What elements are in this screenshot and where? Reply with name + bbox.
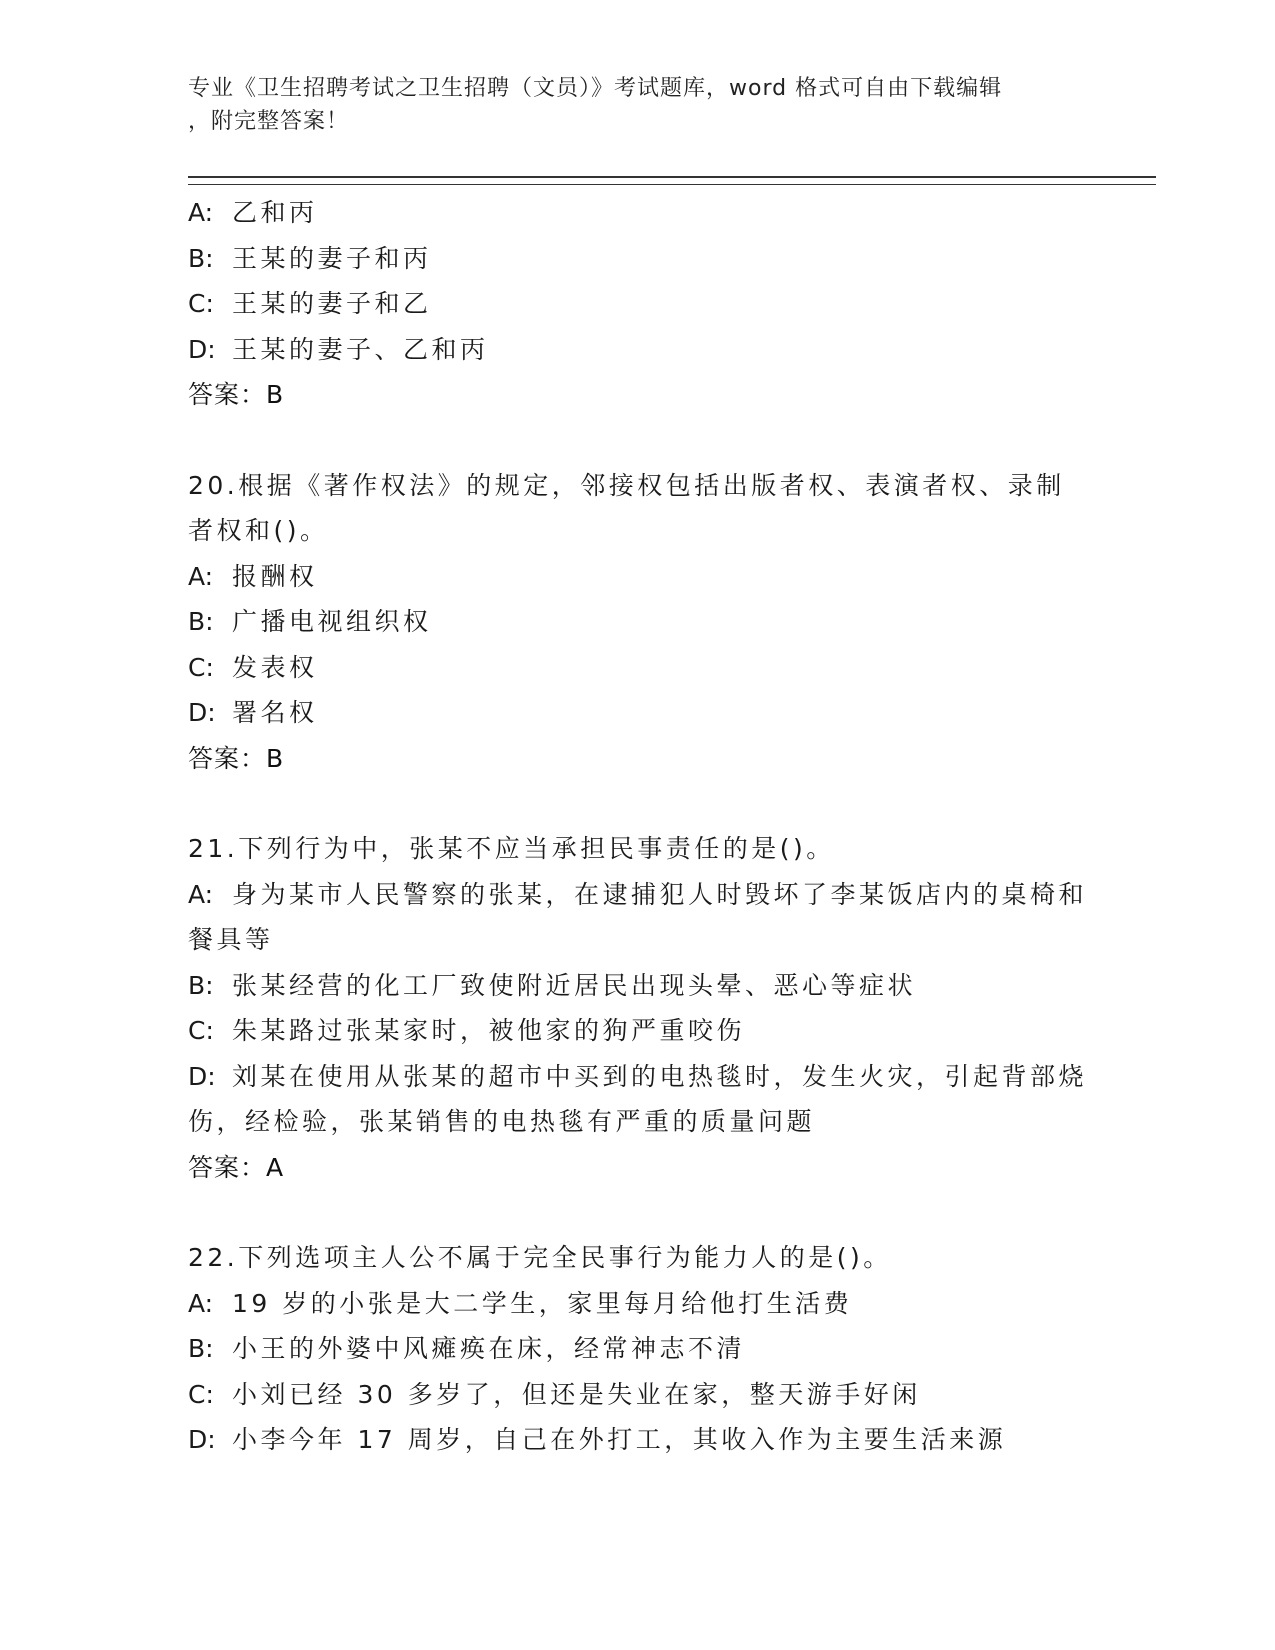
option-letter: A: — [188, 198, 214, 227]
option-a — [188, 190, 1088, 236]
question-block-19 — [188, 190, 1088, 418]
option-letter: C: — [188, 289, 214, 318]
option-text: 19 岁的小张是大二学生，家里每月给他打生活费 — [232, 1288, 853, 1318]
option-letter: D: — [188, 698, 216, 727]
option-b — [188, 599, 1088, 645]
option-text: 报酬权 — [232, 561, 318, 591]
question-content — [188, 190, 1088, 1463]
option-text: 刘某在使用从张某的超市中买到的电热毯时，发生火灾，引起背部烧伤，经检验，张某销售的电热毯有严重的质量问题 — [188, 1061, 1088, 1136]
answer-line: 答案：B — [188, 380, 285, 409]
option-d — [188, 690, 1088, 736]
option-letter: A: — [188, 1288, 214, 1318]
spacer — [188, 418, 1088, 463]
option-text: 朱某路过张某家时，被他家的狗严重咬伤 — [232, 1016, 746, 1045]
option-d — [188, 1417, 1088, 1463]
option-letter: B: — [188, 607, 214, 636]
question-stem: 21.下列行为中，张某不应当承担民事责任的是()。 — [188, 834, 835, 863]
option-letter: B: — [188, 970, 214, 1000]
question-stem: 20.根据《著作权法》的规定，邻接权包括出版者权、表演者权、录制者权和()。 — [188, 470, 1065, 545]
header-line-1: 专业《卫生招聘考试之卫生招聘（文员）》考试题库，word 格式可自由下载编辑 — [188, 76, 1003, 101]
header-divider — [188, 176, 1156, 185]
option-d — [188, 1054, 1088, 1145]
option-d — [188, 327, 1088, 373]
spacer — [188, 1190, 1088, 1235]
option-a — [188, 872, 1088, 963]
option-text: 发表权 — [232, 652, 318, 682]
option-text: 小王的外婆中风瘫痪在床，经常神志不清 — [232, 1334, 746, 1363]
answer-line: 答案：A — [188, 1152, 285, 1182]
option-letter: C: — [188, 1379, 214, 1409]
option-text: 广播电视组织权 — [232, 607, 432, 636]
option-text: 王某的妻子和丙 — [232, 243, 432, 273]
option-letter: A: — [188, 879, 214, 909]
option-text: 王某的妻子和乙 — [232, 289, 432, 318]
spacer — [188, 781, 1088, 826]
header-line-2: ，附完整答案！ — [188, 109, 350, 134]
question-stem: 22.下列选项主人公不属于完全民事行为能力人的是()。 — [188, 1243, 892, 1272]
option-c — [188, 645, 1088, 691]
option-c — [188, 281, 1088, 327]
option-a — [188, 1281, 1088, 1327]
option-text: 署名权 — [232, 698, 318, 727]
option-a — [188, 554, 1088, 600]
question-block-22 — [188, 1235, 1088, 1463]
option-text: 小李今年 17 周岁，自己在外打工，其收入作为主要生活来源 — [232, 1425, 1007, 1454]
option-letter: B: — [188, 243, 214, 273]
option-letter: C: — [188, 652, 214, 682]
question-block-21 — [188, 826, 1088, 1190]
option-letter: D: — [188, 334, 216, 364]
question-block-20 — [188, 463, 1088, 782]
option-letter: C: — [188, 1016, 214, 1045]
option-c — [188, 1372, 1088, 1418]
option-text: 张某经营的化工厂致使附近居民出现头晕、恶心等症状 — [232, 970, 917, 1000]
option-letter: D: — [188, 1061, 216, 1091]
option-text: 王某的妻子、乙和丙 — [232, 334, 489, 364]
option-text: 乙和丙 — [232, 198, 318, 227]
option-c — [188, 1008, 1088, 1054]
option-letter: D: — [188, 1425, 216, 1454]
option-text: 身为某市人民警察的张某，在逮捕犯人时毁坏了李某饭店内的桌椅和餐具等 — [188, 879, 1088, 954]
option-letter: A: — [188, 561, 214, 591]
option-letter: B: — [188, 1334, 214, 1363]
document-header — [188, 72, 1088, 138]
option-b — [188, 963, 1088, 1009]
option-text: 小刘已经 30 多岁了，但还是失业在家，整天游手好闲 — [232, 1379, 921, 1409]
option-b — [188, 236, 1088, 282]
option-b — [188, 1326, 1088, 1372]
answer-line: 答案：B — [188, 743, 285, 773]
